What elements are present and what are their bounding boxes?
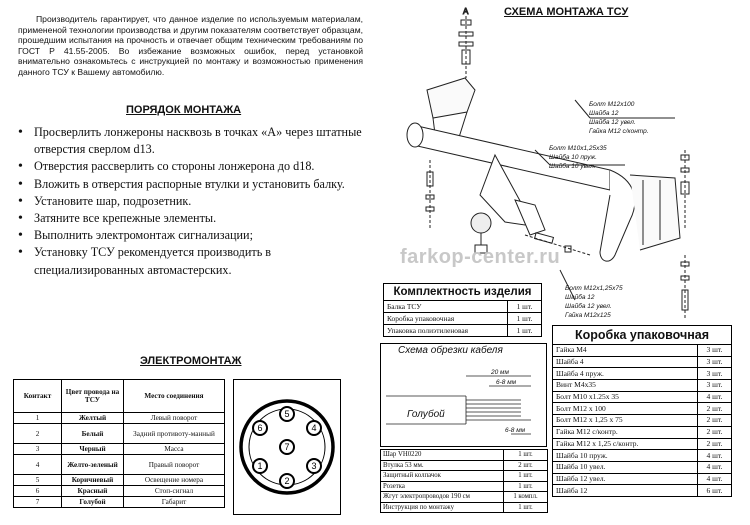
pin-label: 5 <box>284 409 290 419</box>
pin-label: 2 <box>284 476 290 486</box>
install-step: • Установите шар, подрозетник. <box>14 193 364 210</box>
point-a-label: А <box>463 7 469 16</box>
table-row: Коробка упаковочная 1 шт. <box>384 313 542 325</box>
dim-label: 6-8 мм <box>496 379 517 386</box>
electro-title: ЭЛЕКТРОМОНТАЖ <box>140 355 242 367</box>
socket-pinout-icon <box>234 380 340 514</box>
callout-label: Шайба 12 <box>589 110 619 117</box>
table-row: Балка ТСУ 1 шт. <box>384 301 542 313</box>
callout-label: Гайка М12 с/контр. <box>589 128 649 135</box>
callout-label: Болт М12х1,25х75 <box>565 285 623 292</box>
diagram-title: СХЕМА МОНТАЖА ТСУ <box>504 6 629 18</box>
table-row: 4 Желто-зеленый Правый поворот <box>14 455 225 475</box>
install-step: • Выполнить электромонтаж сигнализации; <box>14 227 364 244</box>
guarantee-text: Производитель гарантирует, что данное изделие по используемым материалам, примененой технологии производства и другим показателям соответствует образцам, прошедшим испытания на прочность и отвечает общим техническим требованиям по ГОСТ Р 41.55-2005. Во избежание возможных ошибок, перед установкой внимательно ознакомьтесь с инструкцией по монтажу и возможностью применения данного ТСУ к Вашему автомобилю. <box>18 14 363 77</box>
table-row: 2 Белый Задний противоту-манный <box>14 424 225 444</box>
table-row: Втулка 53 мм. 2 шт. <box>381 460 548 471</box>
install-step: • Вложить в отверстия распорные втулки и установить балку. <box>14 176 364 193</box>
callout-label: Шайба 10 увел. <box>549 163 596 170</box>
table-row: Шайба 4 3 шт. <box>553 356 732 368</box>
install-step: • Просверлить лонжероны насквозь в точках «А» через штатные отверстия сверлом d13. <box>14 124 364 158</box>
table-row: 7 Голубой Габарит <box>14 497 225 508</box>
table-row: Гайка М12 х 1,25 с/контр. 2 шт. <box>553 438 732 450</box>
kit-table <box>383 300 542 337</box>
table-row: Шайба 10 пруж. 4 шт. <box>553 450 732 462</box>
table-row: Инструкция по монтажу 1 шт. <box>381 502 548 513</box>
electro-table <box>13 379 225 508</box>
table-row: Гайка М4 3 шт. <box>553 345 732 357</box>
cable-cut-scheme <box>380 343 547 447</box>
pin-label: 7 <box>284 442 290 452</box>
electro-header-contact: Контакт <box>14 380 62 413</box>
parts-table <box>380 449 548 513</box>
pin-label: 1 <box>257 461 263 471</box>
dim-label: 20 мм <box>491 369 509 376</box>
callout-label: Шайба 12 увел. <box>589 119 636 126</box>
callout-label: Шайба 12 увел. <box>565 303 612 310</box>
install-step: • Затяните все крепежные элементы. <box>14 210 364 227</box>
electro-header-place: Место соединения <box>124 380 225 413</box>
wire-label: Голубой <box>407 409 445 420</box>
table-row: Болт М12 х 100 2 шт. <box>553 403 732 415</box>
table-row: 6 Красный Стоп-сигнал <box>14 486 225 497</box>
table-row: Упаковка полиэтиленовая 1 шт. <box>384 325 542 337</box>
table-row: Шайба 12 6 шт. <box>553 485 732 497</box>
box-table <box>552 344 732 497</box>
dim-label: 6-8 мм <box>505 427 526 434</box>
table-row: Шайба 10 увел. 4 шт. <box>553 461 732 473</box>
table-row: 5 Коричневый Освещение номера <box>14 475 225 486</box>
table-row: Шар VH0220 1 шт. <box>381 450 548 461</box>
callout-label: Шайба 10 пруж. <box>549 154 597 161</box>
table-row: Болт М12 х 1,25 х 75 2 шт. <box>553 415 732 427</box>
table-row: 3 Черный Масса <box>14 444 225 455</box>
callout-label: Болт М10х1,25х35 <box>549 145 607 152</box>
table-row: Розетка 1 шт. <box>381 481 548 492</box>
table-row: Винт М4х35 3 шт. <box>553 380 732 392</box>
callout-label: Болт М12х100 <box>589 101 635 108</box>
watermark: farkop-center.ru <box>400 246 561 268</box>
table-row: 1 Желтый Левый поворот <box>14 413 225 424</box>
callout-label: Гайка М12х125 <box>565 312 611 319</box>
kit-title: Комплектность изделия <box>383 283 542 300</box>
cut-title: Схема обрезки кабеля <box>398 345 503 356</box>
callout-label: Шайба 12 <box>565 294 595 301</box>
install-step: • Установку ТСУ рекомендуется производить в специализированных автомастерских. <box>14 244 364 278</box>
install-step: • Отверстия рассверлить со стороны лонжерона до d18. <box>14 158 364 175</box>
table-row: Шайба 12 увел. 4 шт. <box>553 473 732 485</box>
pin-label: 6 <box>257 423 263 433</box>
pin-label: 3 <box>311 461 317 471</box>
install-title: ПОРЯДОК МОНТАЖА <box>126 104 242 116</box>
table-row: Защитный колпачок 1 шт. <box>381 471 548 482</box>
box-title: Коробка упаковочная <box>552 325 732 344</box>
pin-label: 4 <box>311 423 317 433</box>
table-row: Болт М10 х1.25х 35 4 шт. <box>553 391 732 403</box>
install-steps <box>14 124 364 279</box>
connector-diagram <box>233 379 341 515</box>
cable-cut-drawing <box>381 344 546 446</box>
table-row: Гайка М12 с/контр. 2 шт. <box>553 426 732 438</box>
electro-header-color: Цвет провода на ТСУ <box>62 380 124 413</box>
table-row: Жгут электропроводов 190 см 1 компл. <box>381 492 548 503</box>
table-row: Шайба 4 пруж. 3 шт. <box>553 368 732 380</box>
